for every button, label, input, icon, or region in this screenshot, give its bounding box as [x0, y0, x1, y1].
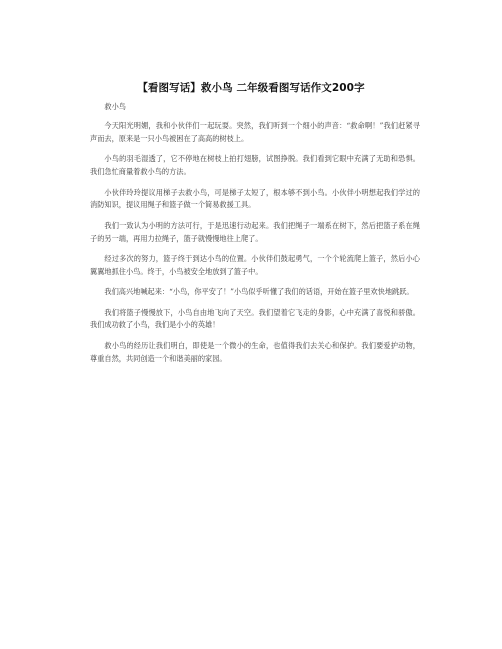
essay-subtitle: 救小鸟 — [104, 102, 126, 111]
paragraph: 救小鸟的经历让我们明白，即使是一个微小的生命，也值得我们去关心和保护。我们要爱护动物，尊重自然，共同创造一个和谐美丽的家园。 — [90, 340, 420, 363]
paragraph: 我们一致认为小明的方法可行，于是迅速行动起来。我们把绳子一端系在树下，然后把篮子系在绳子的另一端，再用力拉绳子，篮子就慢慢地往上爬了。 — [90, 220, 420, 243]
paragraph: 我们将篮子慢慢放下，小鸟自由地飞向了天空。我们望着它飞走的身影，心中充满了喜悦和骄傲。我们成功救了小鸟，我们是小小的英雄！ — [90, 307, 420, 330]
paragraph: 小伙伴玲玲提议用梯子去救小鸟，可是梯子太短了，根本够不到小鸟。小伙伴小明想起我们学过的消防知识，提议用绳子和篮子做一个简易救援工具。 — [90, 187, 420, 210]
paragraph: 小鸟的羽毛湿透了，它不停地在树枝上拍打翅膀，试图挣脱。我们看到它眼中充满了无助和恐惧。我们急忙商量着救小鸟的方法。 — [90, 154, 420, 177]
paragraph: 经过多次的努力，篮子终于到达小鸟的位置。小伙伴们鼓起勇气，一个个轮流爬上篮子，然后小心翼翼地抓住小鸟。终于，小鸟被安全地放到了篮子中。 — [90, 253, 420, 276]
paragraph: 今天阳光明媚，我和小伙伴们一起玩耍。突然，我们听到一个细小的声音：“救命啊！”我们赶紧寻声而去，原来是一只小鸟被困在了高高的树枝上。 — [90, 121, 420, 143]
paragraph: 我们高兴地喊起来：“小鸟，你平安了！”小鸟似乎听懂了我们的话语，开始在篮子里欢快地跳跃。 — [104, 287, 414, 297]
document-body — [90, 101, 420, 373]
document-title: 【看图写话】救小鸟 二年级看图写话作文200字 — [137, 82, 365, 94]
